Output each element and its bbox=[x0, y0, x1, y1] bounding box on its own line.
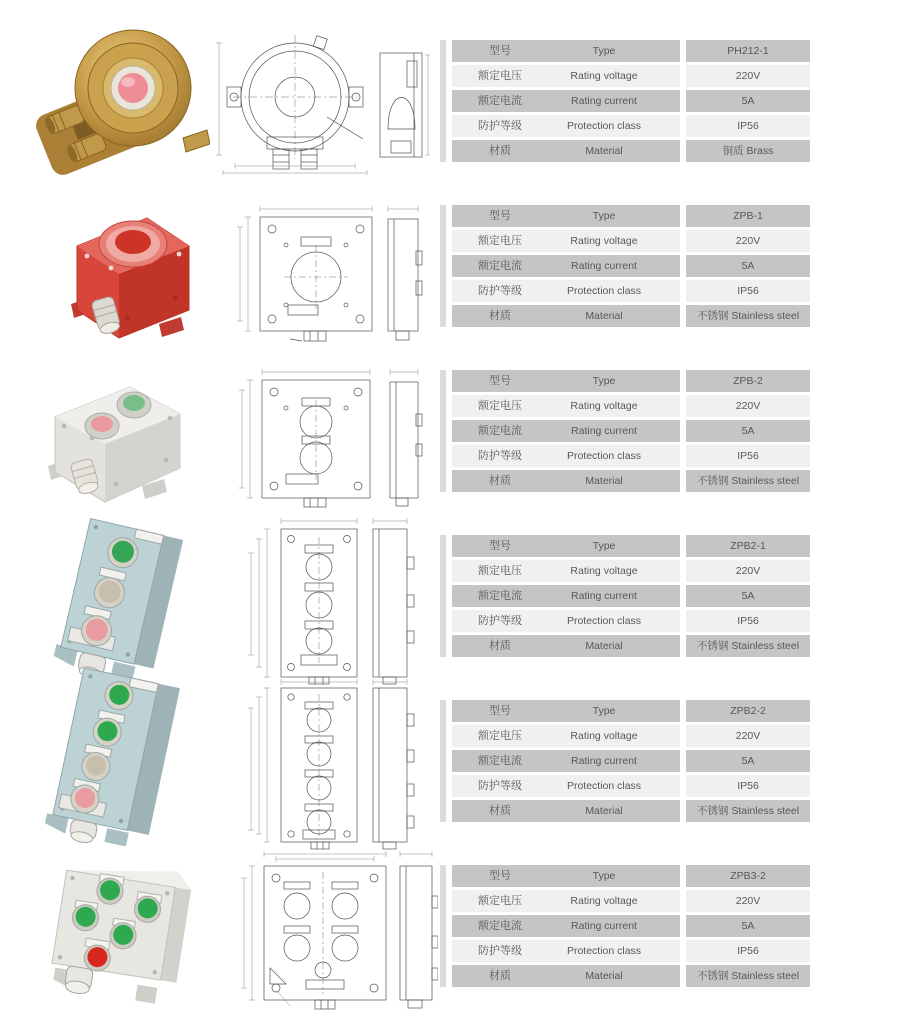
technical-drawing-zpb2-1 bbox=[233, 513, 418, 685]
spec-label-en: Material bbox=[585, 145, 623, 157]
table-accent-bar bbox=[440, 40, 446, 162]
spec-value-type: ZPB-2 bbox=[686, 370, 810, 392]
spec-row-voltage bbox=[452, 890, 810, 912]
spec-value-current: 5A bbox=[686, 585, 810, 607]
spec-label-cn: 防护等级 bbox=[478, 120, 522, 132]
spec-value-current: 5A bbox=[686, 915, 810, 937]
spec-label-cn: 额定电流 bbox=[478, 920, 522, 932]
spec-table bbox=[440, 865, 810, 987]
technical-drawing-ph212-1 bbox=[195, 25, 430, 175]
push-button-pink bbox=[118, 73, 148, 103]
spec-label-cn: 型号 bbox=[489, 705, 511, 717]
spec-table bbox=[440, 700, 810, 822]
spec-label-en: Type bbox=[592, 540, 616, 552]
spec-value-material: 不锈钢 Stainless steel bbox=[686, 305, 810, 327]
spec-row-material bbox=[452, 470, 810, 492]
spec-row-material bbox=[452, 305, 810, 327]
spec-row-type bbox=[452, 205, 810, 227]
spec-value-material: 不锈钢 Stainless steel bbox=[686, 965, 810, 987]
spec-label-en: Rating current bbox=[571, 95, 637, 107]
spec-value-current: 5A bbox=[686, 90, 810, 112]
product-photo-zpb-1 bbox=[55, 198, 200, 343]
spec-label-en: Protection class bbox=[566, 780, 642, 792]
spec-label-cn: 型号 bbox=[489, 375, 511, 387]
spec-label-cn: 额定电流 bbox=[478, 590, 522, 602]
product-body bbox=[51, 517, 183, 683]
spec-value-protection: IP56 bbox=[686, 280, 810, 302]
spec-label-en: Protection class bbox=[566, 285, 642, 297]
spec-label-cn: 型号 bbox=[489, 45, 511, 57]
technical-drawing-zpb-1 bbox=[228, 193, 423, 343]
technical-drawing-zpb-2 bbox=[228, 358, 423, 508]
spec-label-en: Rating voltage bbox=[570, 895, 638, 907]
spec-label-cn: 型号 bbox=[489, 540, 511, 552]
spec-label-en: Protection class bbox=[566, 945, 642, 957]
product-body bbox=[35, 30, 210, 177]
spec-label-en: Rating current bbox=[571, 920, 637, 932]
push-button-green bbox=[123, 395, 145, 411]
spec-label-cn: 型号 bbox=[489, 870, 511, 882]
spec-label-cn: 额定电压 bbox=[478, 235, 522, 247]
spec-row-material bbox=[452, 965, 810, 987]
spec-value-type: ZPB2-1 bbox=[686, 535, 810, 557]
spec-label-cn: 材质 bbox=[489, 640, 511, 652]
spec-label-en: Rating current bbox=[571, 425, 637, 437]
spec-value-material: 铜质 Brass bbox=[686, 140, 810, 162]
spec-value-material: 不锈钢 Stainless steel bbox=[686, 635, 810, 657]
spec-label-en: Rating current bbox=[571, 590, 637, 602]
spec-label-en: Rating voltage bbox=[570, 730, 638, 742]
spec-label-en: Protection class bbox=[566, 450, 642, 462]
spec-row-current bbox=[452, 255, 810, 277]
spec-label-en: Type bbox=[592, 45, 616, 57]
spec-label-cn: 防护等级 bbox=[478, 450, 522, 462]
spec-label-en: Type bbox=[592, 210, 616, 222]
spec-value-material: 不锈钢 Stainless steel bbox=[686, 470, 810, 492]
spec-label-en: Rating current bbox=[571, 755, 637, 767]
spec-label-en: Material bbox=[585, 310, 623, 322]
spec-value-protection: IP56 bbox=[686, 115, 810, 137]
spec-table bbox=[440, 535, 810, 657]
spec-label-cn: 材质 bbox=[489, 805, 511, 817]
spec-label-cn: 材质 bbox=[489, 475, 511, 487]
spec-table bbox=[440, 205, 810, 327]
spec-label-en: Type bbox=[592, 870, 616, 882]
product-photo-zpb2-2 bbox=[18, 668, 190, 846]
spec-row-protection bbox=[452, 445, 810, 467]
push-button-red bbox=[115, 230, 151, 254]
spec-label-en: Type bbox=[592, 705, 616, 717]
spec-label-en: Material bbox=[585, 475, 623, 487]
spec-label-en: Rating voltage bbox=[570, 70, 638, 82]
spec-label-en: Rating voltage bbox=[570, 235, 638, 247]
spec-row-material bbox=[452, 635, 810, 657]
product-photo-zpb-2 bbox=[30, 362, 200, 507]
spec-row-current bbox=[452, 420, 810, 442]
spec-label-cn: 额定电流 bbox=[478, 95, 522, 107]
technical-drawing-zpb2-2 bbox=[233, 678, 418, 850]
spec-row-type bbox=[452, 535, 810, 557]
spec-value-type: PH212-1 bbox=[686, 40, 810, 62]
spec-row-protection bbox=[452, 115, 810, 137]
spec-value-protection: IP56 bbox=[686, 445, 810, 467]
spec-row-voltage bbox=[452, 65, 810, 87]
spec-label-en: Material bbox=[585, 970, 623, 982]
product-photo-zpb3-2 bbox=[28, 848, 196, 1010]
spec-row-current bbox=[452, 750, 810, 772]
spec-value-current: 5A bbox=[686, 255, 810, 277]
spec-value-material: 不锈钢 Stainless steel bbox=[686, 800, 810, 822]
table-accent-bar bbox=[440, 205, 446, 327]
spec-row-voltage bbox=[452, 395, 810, 417]
table-accent-bar bbox=[440, 700, 446, 822]
spec-label-cn: 额定电流 bbox=[478, 755, 522, 767]
spec-label-cn: 防护等级 bbox=[478, 285, 522, 297]
spec-label-cn: 型号 bbox=[489, 210, 511, 222]
spec-row-material bbox=[452, 800, 810, 822]
spec-label-en: Material bbox=[585, 805, 623, 817]
spec-value-current: 5A bbox=[686, 750, 810, 772]
spec-label-cn: 额定电压 bbox=[478, 565, 522, 577]
spec-label-cn: 防护等级 bbox=[478, 615, 522, 627]
spec-value-protection: IP56 bbox=[686, 940, 810, 962]
spec-label-cn: 材质 bbox=[489, 145, 511, 157]
product-body bbox=[48, 387, 180, 502]
table-accent-bar bbox=[440, 865, 446, 987]
spec-label-cn: 额定电流 bbox=[478, 260, 522, 272]
spec-label-en: Rating current bbox=[571, 260, 637, 272]
spec-row-type bbox=[452, 700, 810, 722]
spec-label-cn: 额定电压 bbox=[478, 70, 522, 82]
spec-value-voltage: 220V bbox=[686, 395, 810, 417]
spec-label-en: Rating voltage bbox=[570, 565, 638, 577]
spec-value-type: ZPB-1 bbox=[686, 205, 810, 227]
spec-label-en: Protection class bbox=[566, 120, 642, 132]
spec-value-voltage: 220V bbox=[686, 890, 810, 912]
spec-label-en: Protection class bbox=[566, 615, 642, 627]
spec-label-cn: 防护等级 bbox=[478, 780, 522, 792]
spec-label-cn: 额定电压 bbox=[478, 895, 522, 907]
product-photo-zpb2-1 bbox=[28, 515, 193, 683]
spec-label-cn: 额定电流 bbox=[478, 425, 522, 437]
spec-row-current bbox=[452, 90, 810, 112]
spec-row-type bbox=[452, 865, 810, 887]
spec-table bbox=[440, 40, 810, 162]
spec-label-en: Type bbox=[592, 375, 616, 387]
spec-table bbox=[440, 370, 810, 492]
spec-row-voltage bbox=[452, 230, 810, 252]
spec-row-voltage bbox=[452, 725, 810, 747]
spec-value-type: ZPB3-2 bbox=[686, 865, 810, 887]
spec-row-protection bbox=[452, 280, 810, 302]
spec-row-type bbox=[452, 40, 810, 62]
spec-label-cn: 额定电压 bbox=[478, 400, 522, 412]
spec-value-voltage: 220V bbox=[686, 725, 810, 747]
product-photo-ph212-1 bbox=[35, 22, 210, 177]
spec-row-current bbox=[452, 585, 810, 607]
table-accent-bar bbox=[440, 370, 446, 492]
spec-value-voltage: 220V bbox=[686, 560, 810, 582]
spec-row-protection bbox=[452, 940, 810, 962]
table-accent-bar bbox=[440, 535, 446, 657]
spec-label-en: Rating voltage bbox=[570, 400, 638, 412]
spec-row-current bbox=[452, 915, 810, 937]
push-button-red bbox=[91, 416, 113, 432]
spec-row-protection bbox=[452, 775, 810, 797]
spec-value-protection: IP56 bbox=[686, 775, 810, 797]
spec-label-cn: 材质 bbox=[489, 970, 511, 982]
spec-row-type bbox=[452, 370, 810, 392]
spec-row-material bbox=[452, 140, 810, 162]
spec-value-protection: IP56 bbox=[686, 610, 810, 632]
cable-gland bbox=[64, 966, 94, 996]
spec-row-voltage bbox=[452, 560, 810, 582]
spec-value-voltage: 220V bbox=[686, 230, 810, 252]
spec-label-en: Material bbox=[585, 640, 623, 652]
technical-drawing-zpb3-2 bbox=[228, 848, 438, 1013]
spec-value-current: 5A bbox=[686, 420, 810, 442]
spec-label-cn: 额定电压 bbox=[478, 730, 522, 742]
spec-value-type: ZPB2-2 bbox=[686, 700, 810, 722]
spec-row-protection bbox=[452, 610, 810, 632]
spec-label-cn: 防护等级 bbox=[478, 945, 522, 957]
spec-value-voltage: 220V bbox=[686, 65, 810, 87]
spec-label-cn: 材质 bbox=[489, 310, 511, 322]
